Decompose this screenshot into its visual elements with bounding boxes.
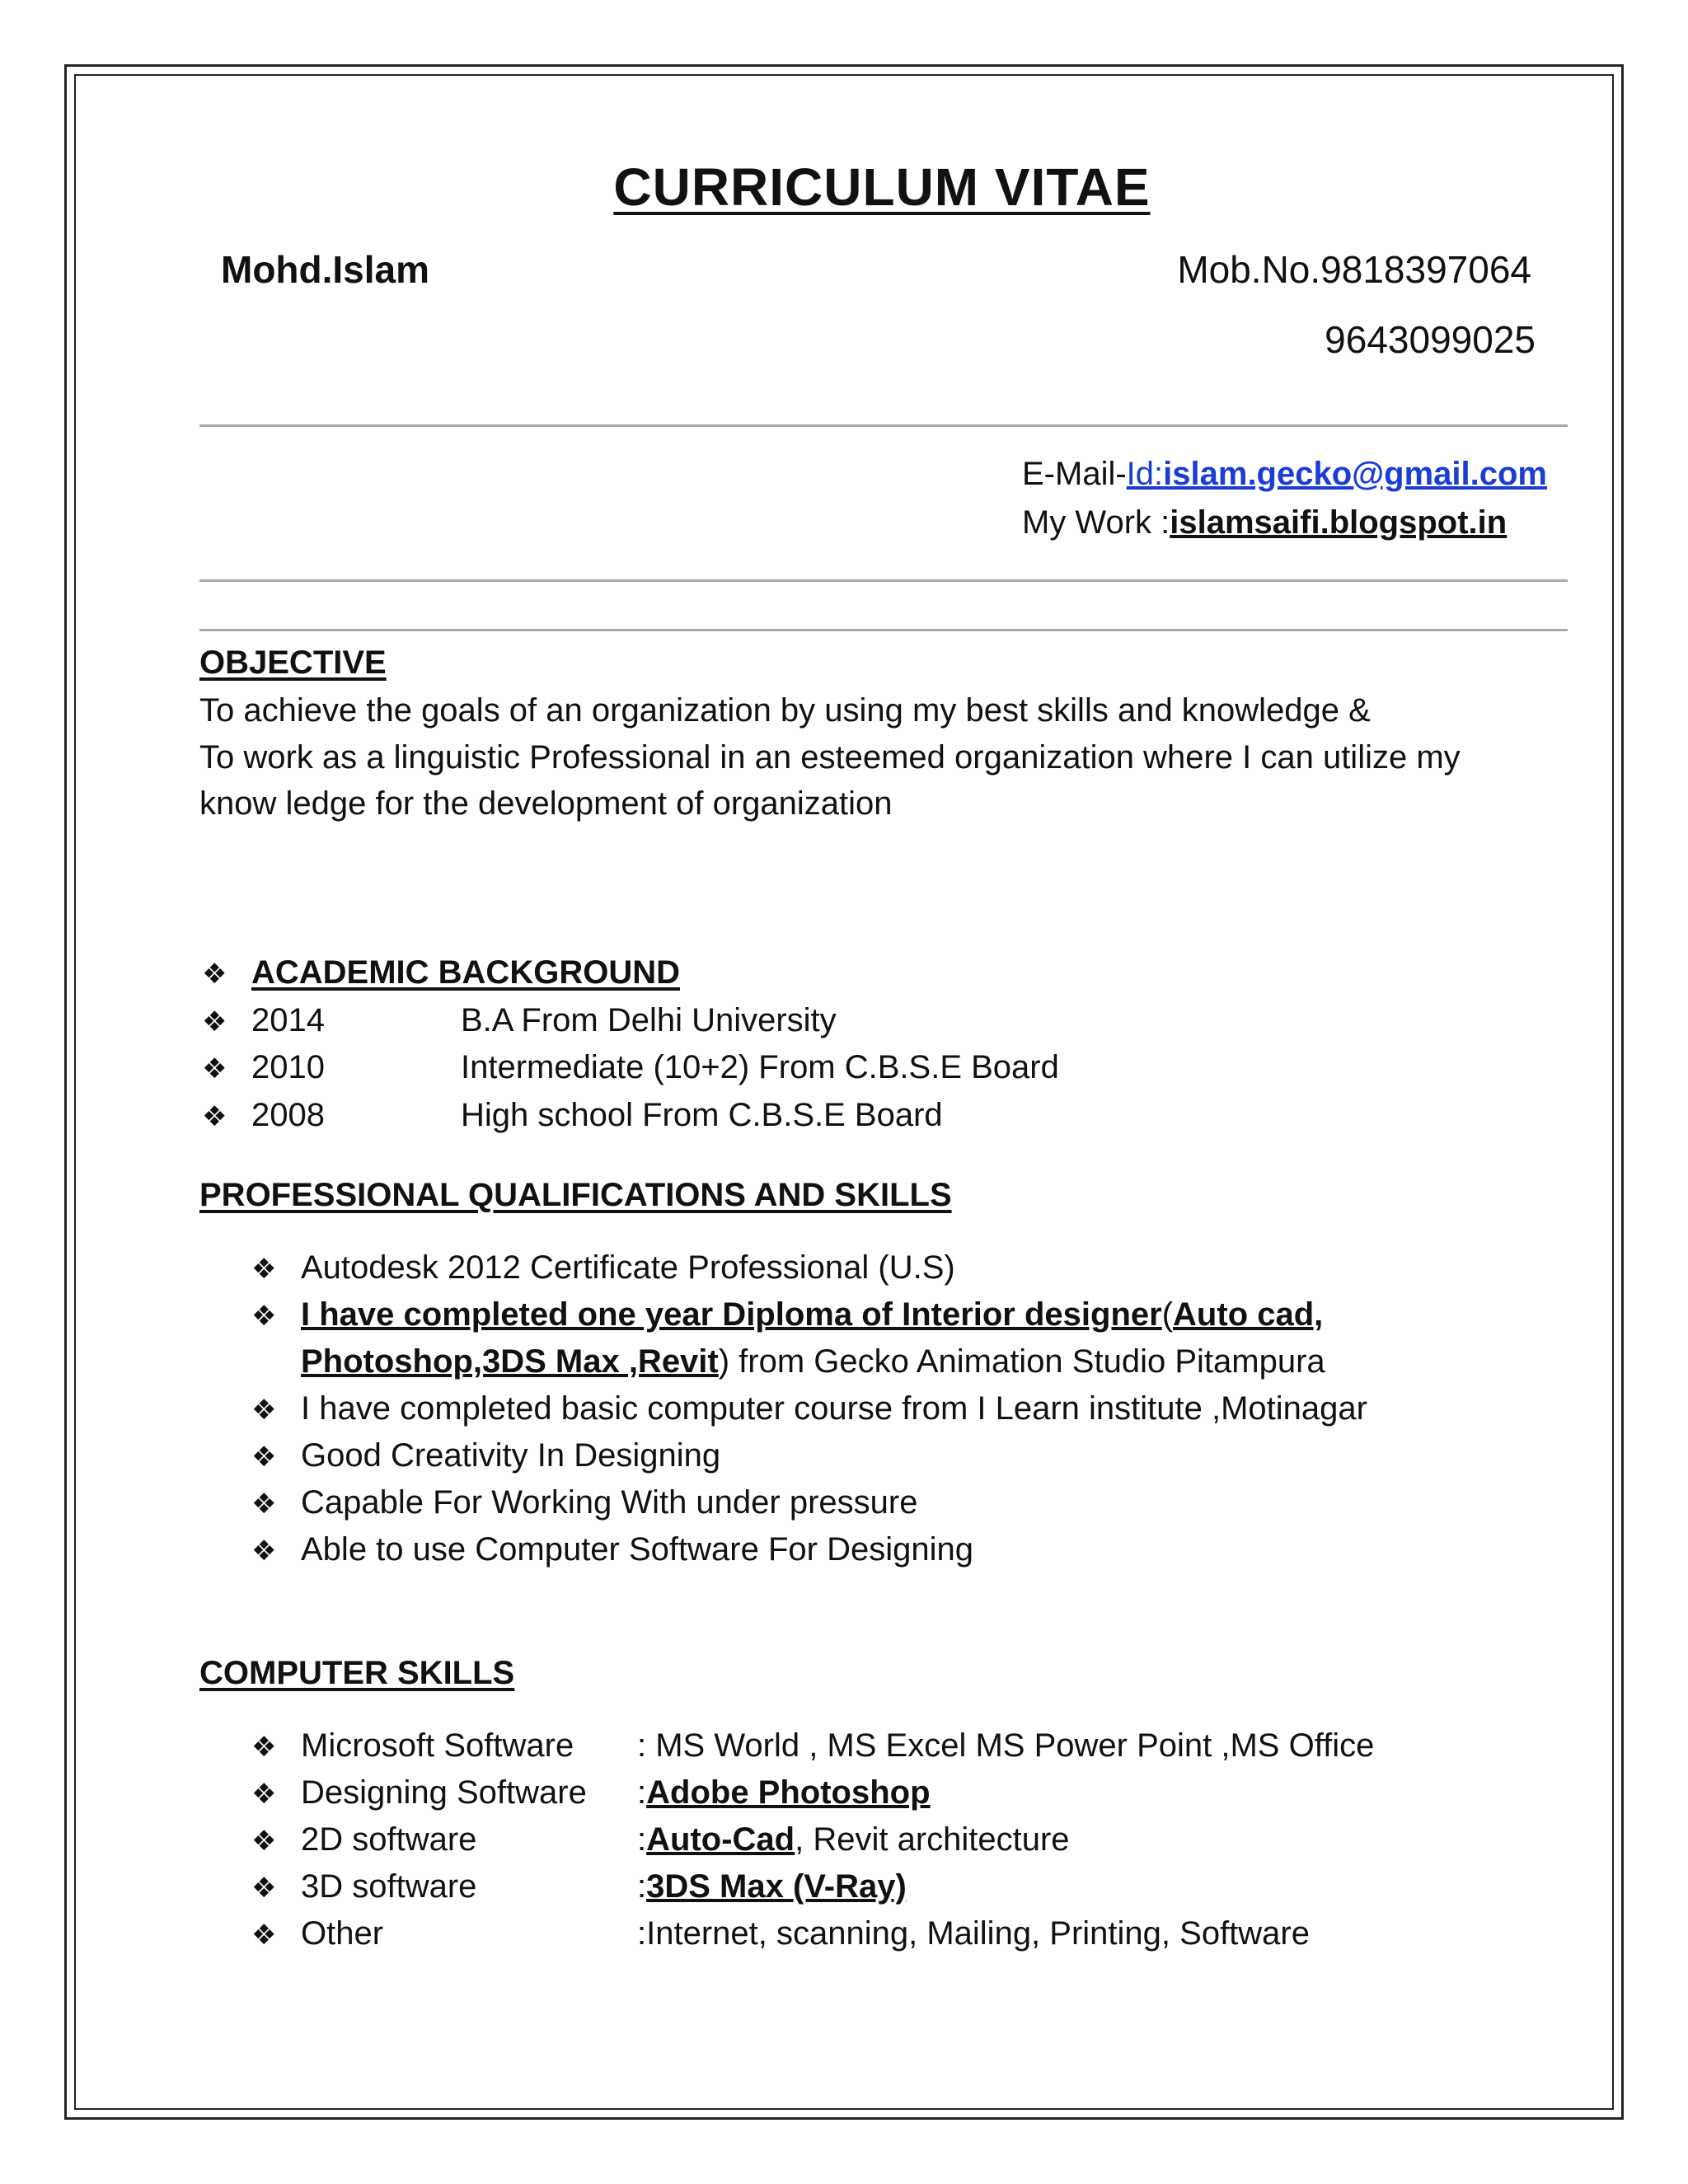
diamond-bullet-icon: ❖	[202, 958, 227, 990]
candidate-name: Mohd.Islam	[221, 248, 430, 291]
diamond-bullet-icon: ❖	[251, 1919, 277, 1951]
mobile-number-secondary: 9643099025	[1325, 318, 1536, 361]
skill-label: 3D software	[301, 1868, 477, 1905]
professional-item: ❖ I have completed one year Diploma of Interior designer(Auto cad,	[251, 1296, 1324, 1333]
objective-line-3: know ledge for the development of organization	[199, 785, 893, 822]
academic-detail: B.A From Delhi University	[461, 1002, 837, 1038]
divider-top	[199, 424, 1568, 427]
academic-year: 2014	[251, 1002, 325, 1038]
academic-heading: ACADEMIC BACKGROUND	[251, 954, 680, 991]
computer-skill-row: ❖ 2D software :Auto-Cad, Revit architecture	[251, 1821, 1070, 1858]
diamond-bullet-icon: ❖	[251, 1441, 277, 1473]
objective-line-1: To achieve the goals of an organization by using my best skills and knowledge &	[199, 692, 1371, 729]
diamond-bullet-icon: ❖	[251, 1394, 277, 1426]
skill-label: Microsoft Software	[301, 1727, 574, 1764]
diamond-bullet-icon: ❖	[202, 1006, 227, 1038]
professional-item-continuation: Photoshop,3DS Max ,Revit) from Gecko Animation Studio Pitampura	[301, 1343, 1325, 1380]
divider-lower	[199, 629, 1568, 631]
work-label: My Work :	[1022, 504, 1170, 541]
computer-skill-row: ❖ Microsoft Software : MS World , MS Excel MS Power Point ,MS Office	[251, 1727, 1375, 1764]
computer-skills-heading: COMPUTER SKILLS	[199, 1655, 515, 1691]
mobile-number-primary: Mob.No.9818397064	[1177, 248, 1531, 291]
computer-skill-row: ❖ Other :Internet, scanning, Mailing, Printing, Software	[251, 1915, 1310, 1952]
email-prefix: E-Mail-	[1022, 456, 1127, 492]
work-url-link[interactable]: islamsaifi.blogspot.in	[1170, 504, 1507, 541]
work-line	[1022, 504, 1507, 541]
academic-year: 2010	[251, 1049, 325, 1085]
computer-skill-row: ❖ 3D software :3DS Max (V-Ray)	[251, 1868, 907, 1905]
objective-heading: OBJECTIVE	[199, 644, 387, 681]
diamond-bullet-icon: ❖	[202, 1053, 227, 1085]
academic-row	[202, 1097, 943, 1134]
diamond-bullet-icon: ❖	[251, 1301, 277, 1332]
skill-label: Other	[301, 1915, 384, 1952]
objective-line-2: To work as a linguistic Professional in an esteemed organization where I can utilize my	[199, 739, 1461, 776]
document-title: CURRICULUM VITAE	[613, 157, 1151, 217]
email-line	[1022, 456, 1547, 493]
diamond-bullet-icon: ❖	[251, 1535, 277, 1567]
academic-row	[202, 1002, 837, 1039]
email-link[interactable]: islam.gecko@gmail.com	[1163, 456, 1547, 492]
professional-item: ❖ Good Creativity In Designing	[251, 1437, 721, 1474]
skill-label: Designing Software	[301, 1774, 587, 1811]
academic-detail: High school From C.B.S.E Board	[461, 1097, 943, 1133]
diamond-bullet-icon: ❖	[251, 1825, 277, 1857]
diamond-bullet-icon: ❖	[251, 1254, 277, 1285]
email-id-label[interactable]: Id:	[1126, 456, 1164, 492]
academic-detail: Intermediate (10+2) From C.B.S.E Board	[461, 1049, 1059, 1085]
professional-item: ❖ Capable For Working With under pressure	[251, 1484, 918, 1521]
professional-item: ❖ Autodesk 2012 Certificate Professional (U.S)	[251, 1249, 955, 1286]
computer-skill-row: ❖ Designing Software :Adobe Photoshop	[251, 1774, 931, 1811]
skill-label: 2D software	[301, 1821, 477, 1858]
divider-middle	[199, 579, 1568, 582]
diamond-bullet-icon: ❖	[251, 1872, 277, 1904]
diamond-bullet-icon: ❖	[251, 1488, 277, 1520]
diamond-bullet-icon: ❖	[251, 1779, 277, 1810]
professional-heading: PROFESSIONAL QUALIFICATIONS AND SKILLS	[199, 1177, 952, 1213]
diamond-bullet-icon: ❖	[251, 1732, 277, 1763]
academic-row	[202, 1049, 1059, 1086]
academic-heading-row	[202, 954, 680, 991]
diamond-bullet-icon: ❖	[202, 1101, 227, 1132]
professional-item: ❖ Able to use Computer Software For Designing	[251, 1531, 973, 1568]
academic-year: 2008	[251, 1097, 325, 1133]
professional-item: ❖ I have completed basic computer course from I Learn institute ,Motinagar	[251, 1390, 1367, 1427]
